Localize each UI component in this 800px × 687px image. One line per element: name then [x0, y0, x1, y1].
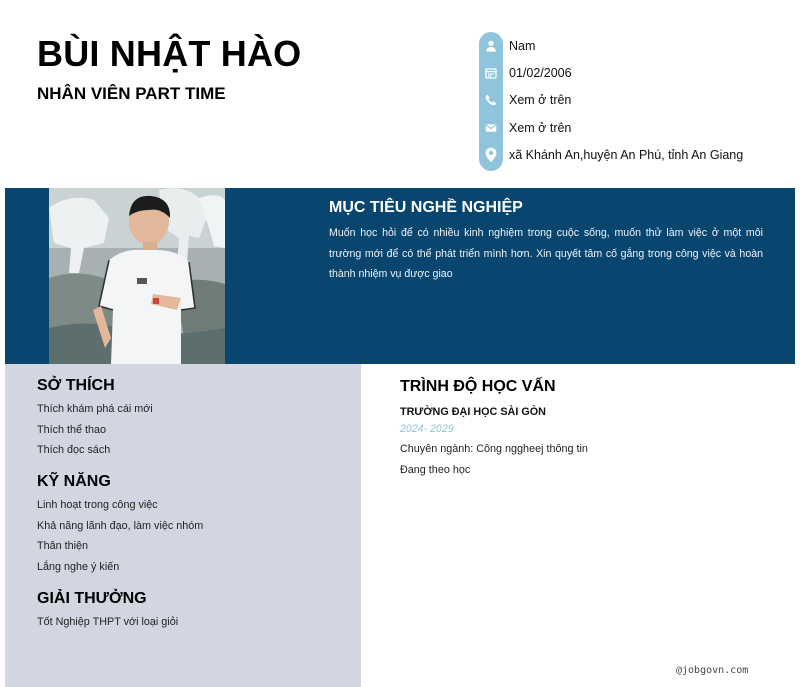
awards-section — [37, 590, 178, 633]
major: Chuyên ngành: Công nggheej thông tin — [400, 443, 588, 455]
list-item: Tốt Nghiệp THPT với loại giỏi — [37, 616, 179, 628]
study-years: 2024- 2029 — [400, 423, 454, 435]
awards-title: GIẢI THƯỞNG — [37, 590, 147, 607]
contact-gender — [479, 34, 799, 58]
watermark: @jobgovn.com — [676, 665, 749, 676]
contact-value: Nam — [509, 39, 536, 53]
left-column — [5, 364, 361, 687]
email-icon — [479, 116, 503, 140]
location-icon — [479, 143, 503, 167]
contact-birthday — [479, 61, 799, 85]
contact-value: Xem ở trên — [509, 93, 572, 107]
profile-photo — [49, 188, 225, 364]
objective-title: MỤC TIÊU NGHỀ NGHIỆP — [329, 199, 523, 216]
career-objective — [329, 199, 763, 285]
contact-phone — [479, 88, 799, 112]
list-item: Thích đọc sách — [37, 444, 111, 457]
contact-email — [479, 116, 799, 140]
school-name: TRƯỜNG ĐẠI HỌC SÀI GÒN — [400, 406, 546, 418]
list-item: Thân thiện — [37, 540, 89, 553]
contact-value: Xem ở trên — [509, 121, 572, 135]
study-status: Đang theo học — [400, 464, 471, 476]
list-item: Thích khám phá cái mới — [37, 403, 153, 415]
objective-text: Muốn học hỏi để có nhiều kinh nghiệm trong cuộc sống, muốn thử làm việc ở một môi trường mới để có thể phát triển mình hơn. Xin quyết tâm cố gắng trong công việc và hoàn thành nhiệm vụ được giao — [329, 227, 763, 280]
calendar-icon — [479, 61, 503, 85]
skills-section — [37, 473, 203, 578]
hobbies-section — [37, 377, 153, 461]
phone-icon — [479, 88, 503, 112]
list-item: Thích thể thao — [37, 423, 107, 436]
job-title: NHÂN VIÊN PART TIME — [37, 84, 226, 103]
person-icon — [479, 34, 503, 58]
profile-banner — [5, 188, 795, 364]
hobbies-title: SỞ THÍCH — [37, 377, 115, 394]
list-item: Linh hoạt trong công việc — [37, 499, 158, 511]
skills-title: KỸ NĂNG — [37, 473, 111, 490]
candidate-name: BÙI NHẬT HÀO — [37, 33, 302, 74]
education-section — [400, 378, 780, 481]
contact-value: xã Khánh An,huyện An Phú, tỉnh An Giang — [509, 148, 744, 162]
contact-value: 01/02/2006 — [509, 66, 572, 80]
education-title: TRÌNH ĐỘ HỌC VẤN — [400, 378, 556, 395]
contact-address — [479, 143, 799, 167]
list-item: Lắng nghe ý kiến — [37, 561, 120, 574]
list-item: Khả năng lãnh đạo, làm việc nhóm — [37, 519, 204, 532]
